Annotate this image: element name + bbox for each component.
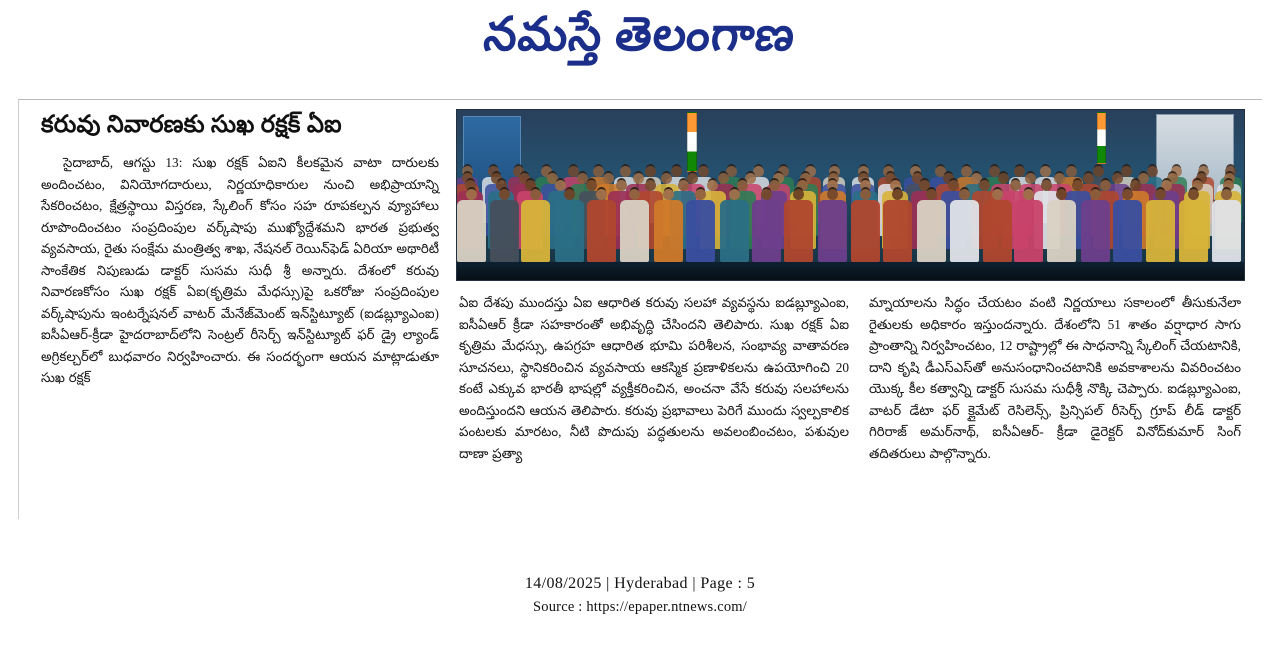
clipping-footer [0,575,1280,616]
footer-source: Source : https://epaper.ntnews.com/ [533,599,747,615]
paragraph: ఏఐ దేశపు ముందస్తు ఏఐ ఆధారిత కరువు సలహా వ్యవస్థను ఐడబ్ల్యూఎంఐ, ఐసీఏఆర్ క్రీడా సహకారంతో అభివృద్ధి చేసిందని తెలిపారు. సుఖ రక్షక్ ఏఐ కృత్రిమ మేధస్సు, ఉపగ్రహ ఆధారిత భూమి పరిశీలన, సంభావ్య వాతావరణ సూచనలు, స్థానికరించిన వ్యవసాయ ఆకస్మిక ప్రణాళికలను ఉపయోగించి 20 కంటే ఎక్కువ భారతీ భాషల్లో వ్యక్తీకరించిన, అంచనా వేసే కరువు సలహాలను అందిస్తుందని ఆయన తెలిపారు. కరువు ప్రభావాలు పెరిగే ముందు స్వల్పకాలిక పంటలకు మారటం, నీటి పొదుపు పద్ధతులను అవలంబించటం, పశువుల దాణా ప్రత్యా [459,295,849,461]
article-column-2 [459,292,849,464]
footer-date-edition-page: 14/08/2025 | Hyderabad | Page : 5 [524,575,756,592]
paragraph: సైదాబాద్, ఆగస్టు 13: సుఖ రక్షక్ ఏఐని కీలకమైన వాటా దారులకు అందించటం, వినియోగదారులు, నిర్ణయాధికారుల నుంచి అభిప్రాయాన్ని సేకరించటం, క్షేత్రస్థాయి విస్తరణ, స్కేలింగ్ కోసం సహ రూపకల్పన వ్యూహాలు రూపొందించటం సంప్రదింపుల వర్క్‌షాపు ముఖ్యోద్దేశమని భారత ప్రభుత్వ వ్యవసాయ, రైతు సంక్షేమ మంత్రిత్వ శాఖ, నేషనల్ రెయిన్‌ఫెడ్ ఏరియా అథారిటీ సాంకేతిక నిపుణుడు డాక్టర్ సుసమ సుధీ శ్రీ అన్నారు. దేశంలో కరువు నివారణకోసం సుఖ రక్షక్ ఏఐ(కృత్రిమ మేధస్సు)పై ఒకరోజు సంప్రదింపుల వర్క్‌షాపును ఇంటర్నేషనల్ వాటర్ మేనేజ్‌మెంట్ ఇన్‌స్టిట్యూట్ (ఐడబ్ల్యూఎంఐ) ఐసీఏఆర్-క్రీడా హైదరాబాద్‌లోని సెంట్రల్ రీసెర్చ్ ఇన్‌స్టిట్యూట్ ఫర్ డ్రై ల్యాండ్ అగ్రికల్చర్‌లో బుధవారం నిర్వహించారు. ఈ సందర్భంగా ఆయన మాట్లాడుతూ సుఖ రక్షక్ [41,155,439,386]
article-clipping [18,99,1262,519]
masthead-title: నమస్తే తెలంగాణ [481,9,799,61]
article-column-1 [41,152,439,389]
masthead [0,6,1280,65]
article-headline: కరువు నివారణకు సుఖ రక్షక్ ఏఐ [41,112,342,138]
article-body [41,152,1241,502]
paragraph: మ్నాయాలను సిద్ధం చేయటం వంటి నిర్ణయాలు సకాలంలో తీసుకునేలా రైతులకు అధికారం ఇస్తుందన్నారు. దేశంలోని 51 శాతం వర్షాధార సాగు ప్రాంతాన్ని నిర్వహించటం, 12 రాష్ట్రాల్లో ఈ సాధనాన్ని స్కేలింగ్ చేయటానికి, దాని కృషి డీఎస్ఎస్‌తో అనుసంధానించటానికి అవకాశాలను వివరించటం యొక్క కీల కత్వాన్ని డాక్టర్ సుసమ సుధీశ్రీ నొక్కి చెప్పారు. ఐడబ్ల్యూఎంఐ, వాటర్ డేటా ఫర్ క్లైమేట్ రెసిలెన్స్, ప్రిన్సిపల్ రీసెర్చ్ గ్రూప్ లీడ్ డాక్టర్ గిరిరాజ్ అమర్‌నాథ్, ఐసీఏఆర్- క్రీడా డైరెక్టర్ వినోద్‌కుమార్ సింగ్ తదితరులు పాల్గొన్నారు. [869,295,1241,461]
article-column-3 [869,292,1241,464]
